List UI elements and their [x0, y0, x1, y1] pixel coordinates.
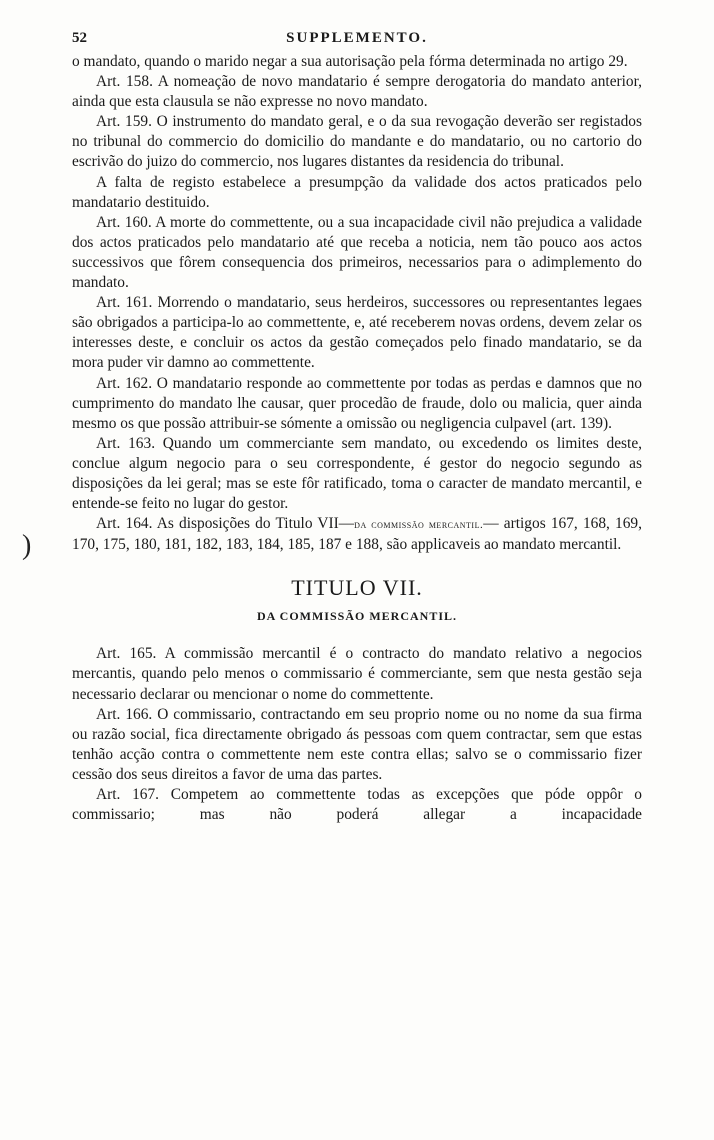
article-161: Art. 161. Morrendo o mandatario, seus herdeiros, successores ou representantes legaes são obrigados a participa-lo ao commettente, e, até receberem novas ordens, devem zelar os interesses deste, e concluir os actos da gestão começados pelo finado mandatario, se da mora puder vir damno ao commettente. — [72, 294, 642, 372]
article-167: Art. 167. Competem ao commettente todas as excepções que póde oppôr o commissario; mas não poderá allegar a incapacidade — [72, 786, 642, 824]
margin-bracket-mark: ) — [22, 530, 32, 561]
article-166: Art. 166. O commissario, contractando em seu proprio nome ou no nome da sua firma ou razão social, fica directamente obrigado ás pessoas com quem contractar, sem que estas tenhão acção contra o commettente nem este contra ellas; salvo se o commissario fizer cessão dos seus direitos a favor de uma das partes. — [72, 705, 642, 783]
article-165: Art. 165. A commissão mercantil é o contracto do mandato relativo a negocios mercantis, quando pelo menos o commissario é commerciante, sem que nesta gestão seja necessario declarar ou mencionar o nome do commettente. — [72, 645, 642, 703]
page-header — [72, 30, 642, 52]
article-159: Art. 159. O instrumento do mandato geral, e o da sua revogação deverão ser registados no tribunal do commercio do domicilio do mandante e do mandatario, ou no cartorio do escrivão do juizo do commercio, nos lugares distantes da residencia do tribunal. — [72, 113, 642, 171]
article-158: Art. 158. A nomeação de novo mandatario é sempre derogatoria do mandato anterior, ainda que esta clausula se não expresse no novo mandato. — [72, 73, 642, 111]
page-number: 52 — [72, 30, 87, 46]
article-162: Art. 162. O mandatario responde ao commettente por todas as perdas e damnos que no cumprimento do mandato lhe causar, quer procedão de fraude, dolo ou malicia, quer ainda mesmo os que possão attribuir-se sómente a omissão ou negligencia culpavel (art. 139). — [72, 374, 642, 432]
article-159-paragraph: A falta de registo estabelece a presumpção da validade dos actos praticados pelo mandatario destituido. — [72, 173, 642, 211]
section-title: TITULO VII. — [291, 575, 423, 601]
article-160: Art. 160. A morte do commettente, ou a sua incapacidade civil não prejudica a validade dos actos praticados pelo mandatario até que receba a noticia, nem tão pouco aos actos successivos que fôrem consequencia dos primeiros, necessarios para o adimplemento do mandato. — [72, 213, 642, 292]
section-subtitle: DA COMMISSÃO MERCANTIL. — [256, 609, 457, 624]
article-163: Art. 163. Quando um commerciante sem mandato, ou excedendo os limites deste, conclue algum negocio para o seu correspondente, é gestor do negocio segundo as disposições da lei geral; mas se este fôr ratificado, toma o caracter de mandato mercantil, e entende-se feito no lugar do gestor. — [72, 434, 642, 513]
paragraph-continuation: o mandato, quando o marido negar a sua autorisação pela fórma determinada no artigo 29. — [72, 53, 628, 70]
article-164 — [72, 514, 642, 555]
running-title: SUPPLEMENTO. — [286, 30, 428, 46]
book-page — [72, 30, 642, 825]
article-164-text-b: — artigos 167, 168, 169, 170, 175, 180, 181, 182, 183, 184, 185, 187 e 188, são applicaveis ao mandato mercantil. — [72, 515, 642, 554]
article-164-title-ref: da commissão mercantil. — [354, 519, 484, 532]
article-164-text-a: Art. 164. As disposições do Titulo VII— — [96, 515, 355, 533]
